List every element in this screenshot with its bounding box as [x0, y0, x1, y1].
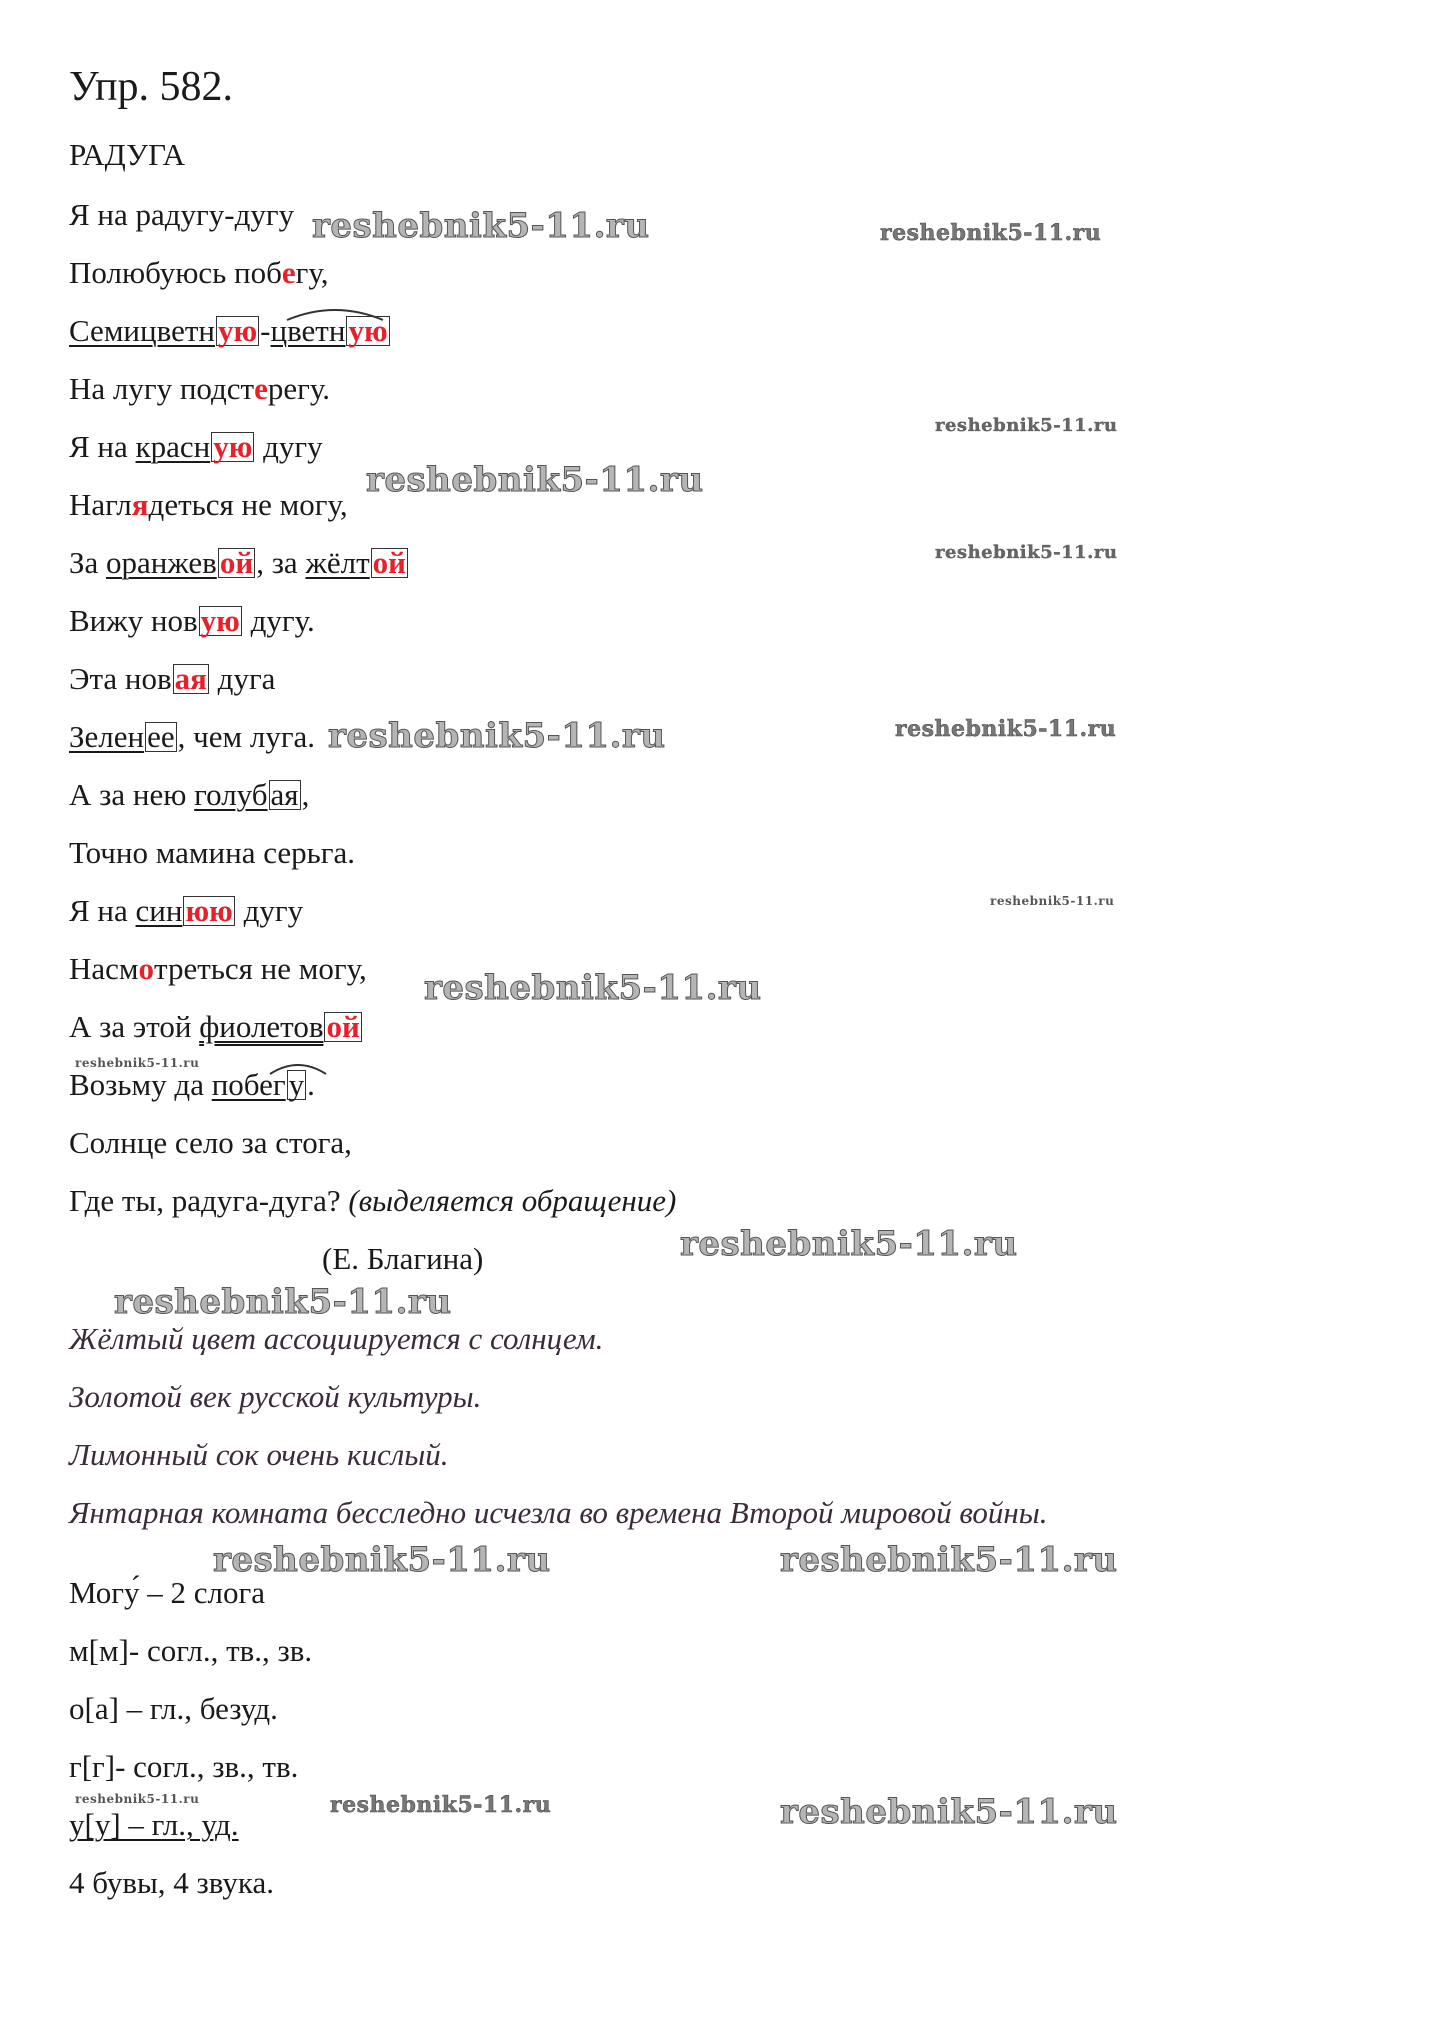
phonetic-line-5: у[у] – гл., уд.	[69, 1807, 239, 1842]
phonetic-line-3: о[а] – гл., безуд.	[69, 1691, 278, 1726]
watermark-text: reshebnik5-11.ru	[935, 415, 1118, 436]
poem-line-2: Полюбуюсь побегу,	[69, 255, 329, 290]
sentence-3: Лимонный сок очень кислый.	[69, 1437, 449, 1472]
watermark-text: reshebnik5-11.ru	[75, 1056, 200, 1070]
watermark-text: reshebnik5-11.ru	[935, 542, 1118, 563]
watermark-text: reshebnik5-11.ru	[330, 1792, 552, 1818]
watermark-text: reshebnik5-11.ru	[114, 1282, 452, 1322]
root-arc-mark	[285, 304, 385, 322]
phonetic-line-4: г[г]- согл., зв., тв.	[69, 1749, 299, 1784]
watermark-text: reshebnik5-11.ru	[780, 1792, 1118, 1832]
poem-line-13: Я на синюю дугу	[69, 893, 304, 928]
poem-line-9: Эта новая дуга	[69, 661, 276, 696]
poem-line-1: Я на радугу-дугу	[69, 197, 295, 232]
phonetic-line-1: Могу́ – 2 слога	[69, 1575, 265, 1610]
watermark-text: reshebnik5-11.ru	[75, 1792, 200, 1806]
poem-line-4: На лугу подстерегу.	[69, 371, 330, 406]
watermark-text: reshebnik5-11.ru	[990, 894, 1115, 908]
watermark-text: reshebnik5-11.ru	[328, 716, 666, 756]
poem-line-7: За оранжевой, за жёлтой	[69, 545, 407, 580]
watermark-text: reshebnik5-11.ru	[680, 1224, 1018, 1264]
poem-line-14: Насмотреться не могу,	[69, 951, 367, 986]
poem-line-3: Семицветную-цветную	[69, 313, 388, 348]
poem-line-10: Зеленее, чем луга.	[69, 719, 316, 754]
poem-line-5: Я на красную дугу	[69, 429, 323, 464]
phonetic-line-6: 4 бувы, 4 звука.	[69, 1865, 274, 1900]
watermark-text: reshebnik5-11.ru	[366, 460, 704, 500]
root-arc-mark	[268, 1060, 328, 1076]
phonetic-line-2: м[м]- согл., тв., зв.	[69, 1633, 313, 1668]
watermark-text: reshebnik5-11.ru	[424, 968, 762, 1008]
poem-line-8: Вижу новую дугу.	[69, 603, 315, 638]
poem-line-15: А за этой фиолетовой	[69, 1009, 360, 1044]
watermark-text: reshebnik5-11.ru	[895, 716, 1117, 742]
watermark-text: reshebnik5-11.ru	[312, 206, 650, 246]
poem-line-12: Точно мамина серьга.	[69, 835, 355, 870]
sentence-2: Золотой век русской культуры.	[69, 1379, 482, 1414]
poem-line-17: Солнце село за стога,	[69, 1125, 352, 1160]
poem-line-6: Наглядеться не могу,	[69, 487, 348, 522]
watermark-text: reshebnik5-11.ru	[780, 1540, 1118, 1580]
poem-line-11: А за нею голубая,	[69, 777, 310, 812]
sentence-1: Жёлтый цвет ассоциируется с солнцем.	[69, 1321, 604, 1356]
poem-line-18: Где ты, радуга-дуга? (выделяется обращение)	[69, 1183, 677, 1218]
watermark-text: reshebnik5-11.ru	[880, 220, 1102, 246]
watermark-text: reshebnik5-11.ru	[213, 1540, 551, 1580]
poem-line-16: Возьму да побегу.	[69, 1067, 315, 1102]
exercise-title: Упр. 582.	[69, 64, 234, 110]
poem-title: РАДУГА	[69, 137, 186, 172]
poem-author: (Е. Благина)	[322, 1241, 484, 1276]
sentence-4: Янтарная комната бесследно исчезла во времена Второй мировой войны.	[69, 1495, 1048, 1530]
